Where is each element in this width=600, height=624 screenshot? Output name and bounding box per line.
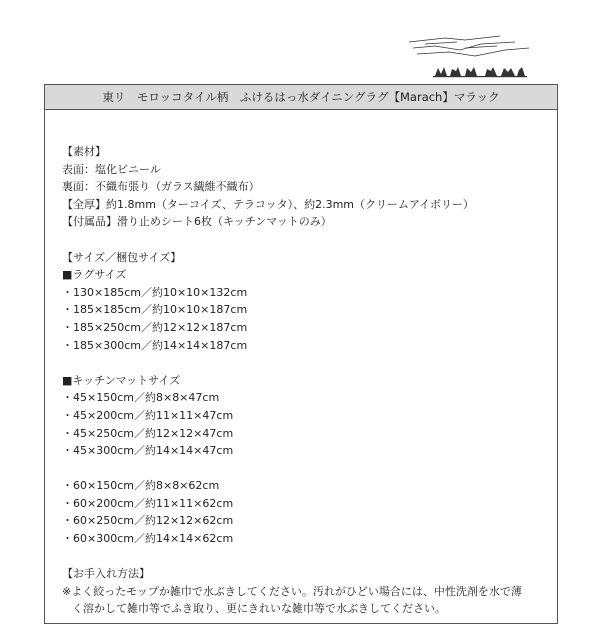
care-instructions-continued: く溶かして雑巾等でふき取り、更にきれいな雑巾等で水ぶきしてください。 — [72, 602, 446, 616]
list-item: ・60×200cm／約11×11×62cm — [62, 496, 234, 510]
kitchen-mat-size-section — [62, 372, 557, 460]
care-section — [62, 565, 557, 618]
list-item: ・185×250cm／約12×12×187cm — [62, 320, 248, 334]
list-item: ・60×150cm／約8×8×62cm — [62, 479, 220, 493]
list-item: ・185×185cm／約10×10×187cm — [62, 303, 248, 317]
kitchen-mat-subheading: ■キッチンマットサイズ — [62, 373, 181, 387]
product-title: 東リ モロッコタイル柄 ふけるはっ水ダイニングラグ【Marach】マラック — [45, 85, 557, 110]
spec-content — [45, 110, 557, 618]
kitchen-mat-60-section — [62, 477, 557, 547]
care-instructions: ※よく絞ったモップか雑巾で水ぶきしてください。汚れがひどい場合には、中性洗剤を水で薄 — [62, 584, 522, 598]
desert-caravan-logo-icon — [405, 30, 533, 84]
list-item: ・130×185cm／約10×10×132cm — [62, 285, 248, 299]
list-item: ・60×250cm／約12×12×62cm — [62, 514, 234, 528]
list-item: ・45×250cm／約12×12×47cm — [62, 426, 234, 440]
size-heading: 【サイズ／梱包サイズ】 — [62, 250, 182, 264]
care-heading: 【お手入れ方法】 — [62, 567, 150, 581]
rug-size-subheading: ■ラグサイズ — [62, 268, 127, 282]
rug-size-section — [62, 249, 557, 355]
surface-material: 表面：塩化ビニール — [62, 162, 161, 176]
thickness-info: 【全厚】約1.8mm（ターコイズ、テラコッタ）、約2.3mm（クリームアイボリー） — [62, 197, 475, 211]
list-item: ・185×300cm／約14×14×187cm — [62, 338, 248, 352]
list-item: ・45×150cm／約8×8×47cm — [62, 391, 220, 405]
list-item: ・45×300cm／約14×14×47cm — [62, 444, 234, 458]
spec-frame — [44, 84, 558, 624]
accessories-info: 【付属品】滑り止めシート6枚（キッチンマットのみ） — [62, 215, 332, 229]
list-item: ・60×300cm／約14×14×62cm — [62, 532, 234, 546]
back-material: 裏面：不織布張り（ガラス繊維不織布） — [62, 180, 260, 194]
list-item: ・45×200cm／約11×11×47cm — [62, 408, 234, 422]
materials-section — [62, 143, 557, 231]
materials-heading: 【素材】 — [62, 145, 106, 158]
